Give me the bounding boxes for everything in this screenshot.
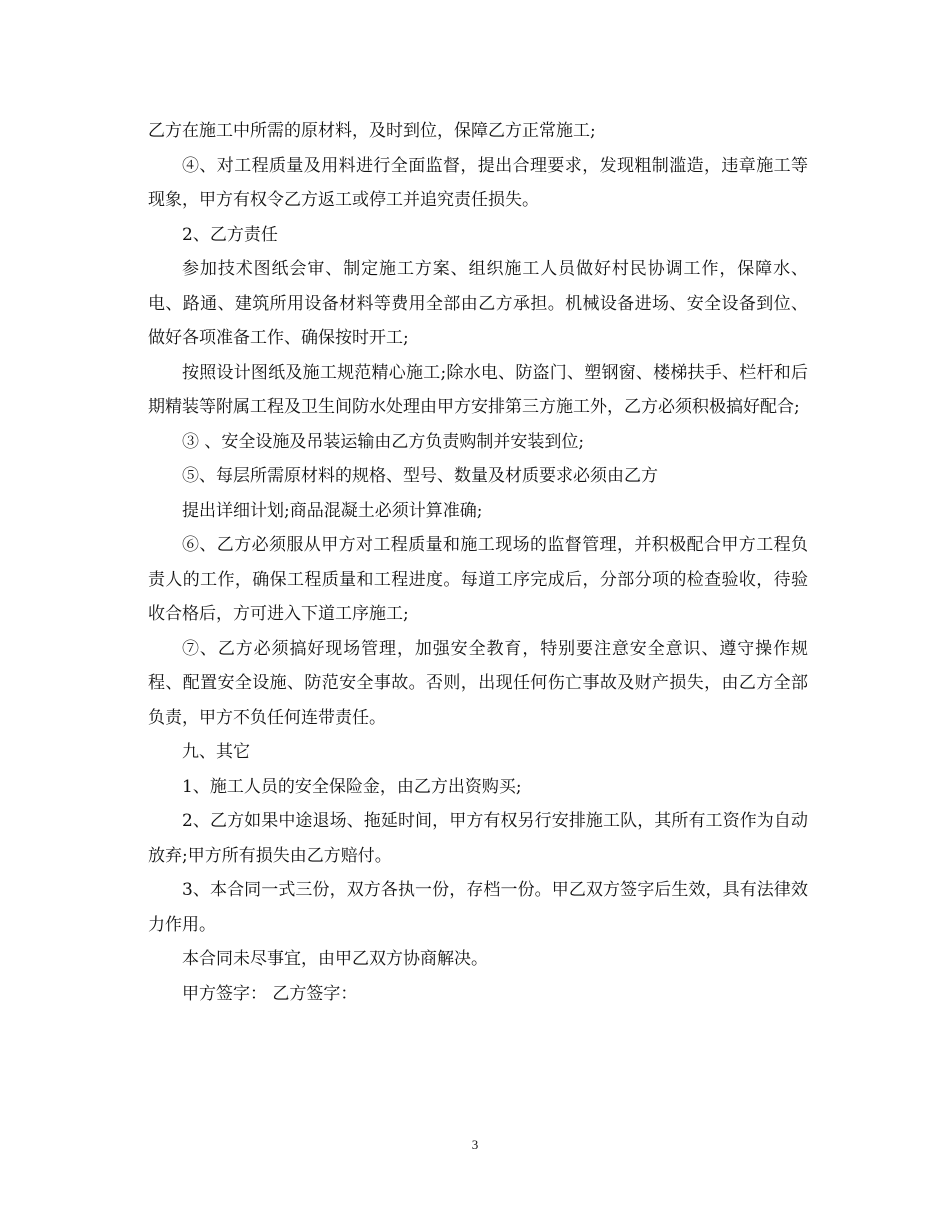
paragraph-safety-facilities: ③ 、安全设施及吊装运输由乙方负责购制并安装到位;: [182, 431, 585, 452]
paragraph-unresolved-matters: 本合同未尽事宜，由甲乙双方协商解决。: [182, 949, 488, 969]
paragraph-quality-supervision: ④、对工程质量及用料进行全面监督，提出合理要求，发现粗制滥造，违章施工等现象，甲方有权令乙方返工或停工并追究责任损失。: [148, 155, 808, 210]
paragraph-technical-review: 参加技术图纸会审、制定施工方案、组织施工人员做好村民协调工作，保障水、电、路通、建筑所用设备材料等费用全部由乙方承担。机械设备进场、安全设备到位、做好各项准备工作、确保按时开工;: [148, 259, 808, 348]
paragraph-obey-supervision: ⑥、乙方必须服从甲方对工程质量和施工现场的监督管理，并积极配合甲方工程负责人的工作，确保工程质量和工程进度。每道工序完成后，分部分项的检查验收，待验收合格后，方可进入下道工序施工;: [148, 535, 808, 624]
paragraph-detailed-plan: 提出详细计划;商品混凝土必须计算准确;: [182, 500, 483, 521]
paragraph-withdrawal: 2、乙方如果中途退场、拖延时间，甲方有权另行安排施工队，其所有工资作为自动放弃;甲方所有损失由乙方赔付。: [148, 811, 808, 866]
paragraph-material-specs: ⑤、每层所需原材料的规格、型号、数量及材质要求必须由乙方: [182, 466, 658, 486]
paragraph-construction-per-design: 按照设计图纸及施工规范精心施工;除水电、防盗门、塑钢窗、楼梯扶手、栏杆和后期精装等附属工程及卫生间防水处理由甲方安排第三方施工外，乙方必须积极搞好配合;: [148, 362, 808, 417]
section-heading-other: 九、其它: [182, 742, 250, 762]
signature-line: 甲方签字： 乙方签字：: [182, 983, 358, 1004]
paragraph-copies: 3、本合同一式三份，双方各执一份，存档一份。甲乙双方签字后生效，具有法律效力作用。: [148, 880, 808, 935]
section-heading-party-b-duties: 2、乙方责任: [182, 224, 278, 245]
paragraph-material-supply: 乙方在施工中所需的原材料，及时到位，保障乙方正常施工;: [148, 121, 596, 141]
page-number: 3: [471, 1137, 479, 1152]
document-body: [148, 114, 808, 1011]
paragraph-insurance: 1、施工人员的安全保险金，由乙方出资购买;: [182, 776, 522, 797]
paragraph-site-management: ⑦、乙方必须搞好现场管理，加强安全教育，特别要注意安全意识、遵守操作规程、配置安全设施、防范安全事故。否则，出现任何伤亡事故及财产损失，由乙方全部负责，甲方不负任何连带责任。: [148, 638, 808, 728]
